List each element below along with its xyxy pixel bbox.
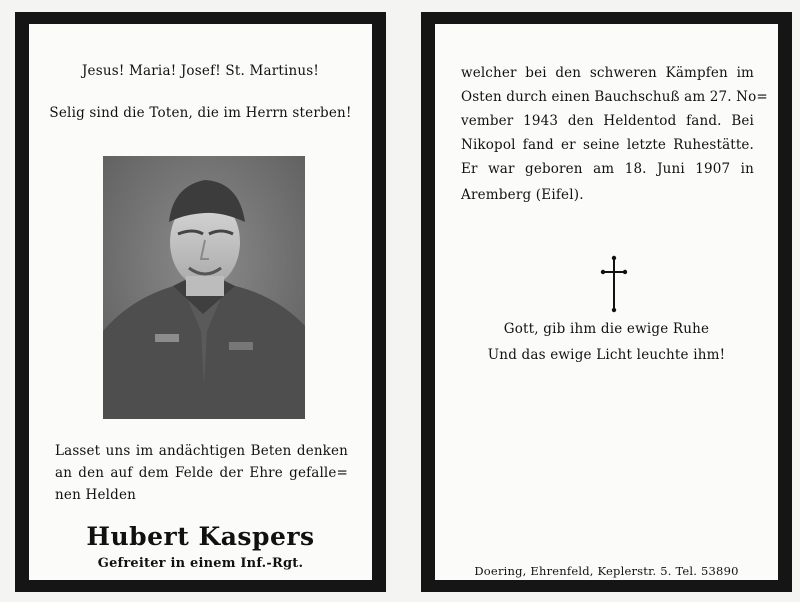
bio-line-4: Nikopol fand er seine letzte Ruhestätte. (461, 137, 754, 153)
beatitude-text: Selig sind die Toten, die im Herrn sterben! (49, 105, 352, 121)
soldier-portrait (103, 156, 305, 419)
left-card-panel (29, 24, 372, 580)
bio-line-1: welcher bei den schweren Kämpfen im (461, 65, 754, 81)
cross-icon (599, 254, 629, 314)
deceased-rank: Gefreiter in einem Inf.-Rgt. (97, 556, 304, 571)
prayer-line-3: nen Helden (55, 487, 137, 503)
invocation-text: Jesus! Maria! Josef! St. Martinus! (81, 63, 320, 79)
bio-line-2: Osten durch einen Bauchschuß am 27. No= (461, 89, 768, 105)
blessing-line-1: Gott, gib ihm die ewige Ruhe (503, 321, 710, 337)
bio-line-3: vember 1943 den Heldentod fand. Bei (461, 113, 754, 129)
left-card-border (15, 12, 386, 592)
printer-imprint: Doering, Ehrenfeld, Keplerstr. 5. Tel. 53890 (474, 564, 739, 578)
prayer-line-1: Lasset uns im andächtigen Beten denken (55, 443, 348, 459)
bio-line-6: Aremberg (Eifel). (461, 187, 584, 203)
deceased-name: Hubert Kaspers (86, 522, 315, 551)
prayer-line-2: an den auf dem Felde der Ehre gefalle= (55, 465, 348, 481)
right-card-panel (435, 24, 778, 580)
bio-line-5: Er war geboren am 18. Juni 1907 in (461, 161, 754, 177)
blessing-line-2: Und das ewige Licht leuchte ihm! (487, 347, 726, 363)
right-card-border (421, 12, 792, 592)
